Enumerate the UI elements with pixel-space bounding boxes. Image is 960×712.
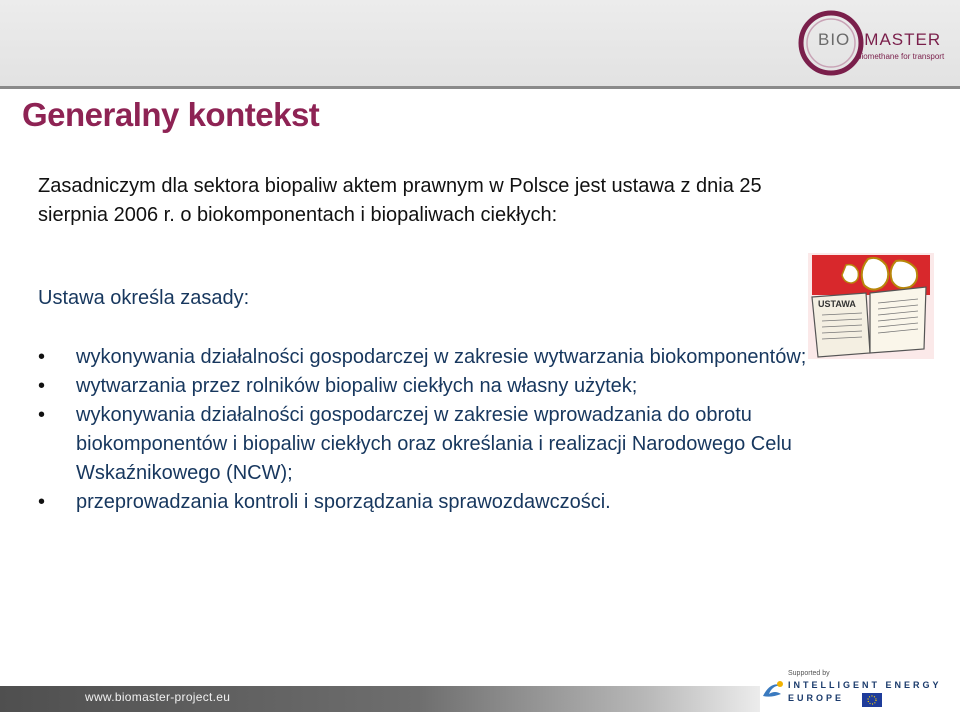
intelligent-energy-logo	[758, 670, 958, 710]
logo-bio: BIO	[818, 30, 851, 49]
list-item-text: wykonywania działalności gospodarczej w zakresie wprowadzania do obrotu biokomponentów i biopaliw ciekłych oraz określania i realizacji Narodowego Celu Wskaźnikowego (NCW);	[76, 404, 792, 484]
logo-wordmark	[818, 30, 941, 50]
book-title-text: USTAWA	[818, 299, 856, 309]
footer	[0, 670, 960, 712]
supported-by-label: Supported by	[788, 670, 830, 677]
biomaster-logo	[790, 4, 955, 80]
ie-line-1: INTELLIGENT ENERGY	[788, 680, 942, 690]
list-item-text: wytwarzania przez rolników biopaliw ciekłych na własny użytek;	[76, 375, 638, 397]
list-item	[38, 401, 898, 488]
list-item	[38, 372, 898, 401]
rules-list	[38, 343, 898, 517]
list-item-text: wykonywania działalności gospodarczej w zakresie wytwarzania biokomponentów;	[76, 346, 807, 368]
eu-flag-icon	[862, 693, 882, 707]
list-item	[38, 343, 898, 372]
intro-paragraph: Zasadniczym dla sektora biopaliw aktem prawnym w Polsce jest ustawa z dnia 25 sierpnia 2006 r. o biokomponentach i biopaliwach ciekłych:	[38, 175, 762, 226]
bullet-icon: •	[38, 404, 46, 426]
ie-line-2: EUROPE	[788, 693, 845, 703]
logo-master: MASTER	[864, 30, 942, 49]
bullet-icon: •	[38, 491, 46, 513]
law-book-illustration	[808, 253, 934, 359]
bullet-icon: •	[38, 346, 46, 368]
ie-swirl-icon	[760, 678, 786, 706]
footer-url: www.biomaster-project.eu	[85, 690, 231, 704]
slide-title: Generalny kontekst	[22, 96, 320, 133]
logo-tagline: biomethane for transport	[857, 52, 945, 61]
list-item	[38, 488, 898, 517]
header-divider	[0, 86, 960, 89]
subheading: Ustawa określa zasady:	[38, 287, 250, 309]
list-item-text: przeprowadzania kontroli i sporządzania sprawozdawczości.	[76, 491, 611, 513]
bullet-icon: •	[38, 375, 46, 397]
